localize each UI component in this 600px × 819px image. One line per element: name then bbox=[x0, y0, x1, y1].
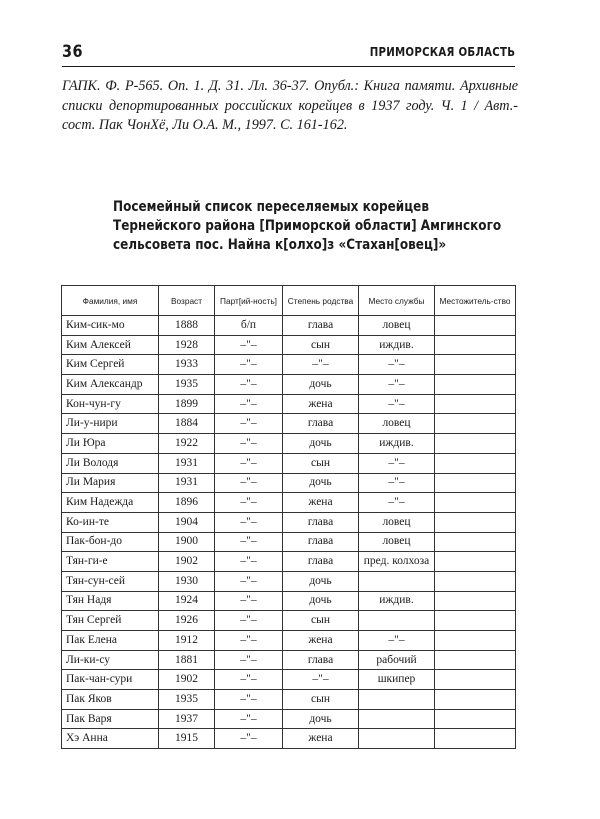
cell-workplace: –"– bbox=[359, 375, 435, 395]
cell-residence bbox=[435, 631, 516, 651]
cell-name: Пак Елена bbox=[62, 631, 159, 651]
cell-party: –"– bbox=[215, 532, 283, 552]
cell-birth-year: 1924 bbox=[159, 591, 215, 611]
cell-name: Ким Александр bbox=[62, 375, 159, 395]
cell-name: Ко-ин-те bbox=[62, 512, 159, 532]
cell-name: Ли-ки-су bbox=[62, 650, 159, 670]
cell-name: Пак-чан-сури bbox=[62, 670, 159, 690]
cell-residence bbox=[435, 473, 516, 493]
cell-relation: сын bbox=[283, 690, 359, 710]
table-row bbox=[62, 571, 516, 591]
cell-relation: глава bbox=[283, 414, 359, 434]
cell-residence bbox=[435, 571, 516, 591]
cell-relation: дочь bbox=[283, 571, 359, 591]
cell-workplace: иждив. bbox=[359, 335, 435, 355]
cell-residence bbox=[435, 512, 516, 532]
cell-workplace: –"– bbox=[359, 355, 435, 375]
cell-name: Ким Алексей bbox=[62, 335, 159, 355]
cell-residence bbox=[435, 729, 516, 749]
cell-workplace bbox=[359, 729, 435, 749]
cell-birth-year: 1881 bbox=[159, 650, 215, 670]
table-row bbox=[62, 473, 516, 493]
cell-residence bbox=[435, 690, 516, 710]
table-row bbox=[62, 316, 516, 336]
table-row bbox=[62, 709, 516, 729]
cell-residence bbox=[435, 493, 516, 513]
table-row bbox=[62, 512, 516, 532]
cell-birth-year: 1888 bbox=[159, 316, 215, 336]
cell-name: Хэ Анна bbox=[62, 729, 159, 749]
cell-birth-year: 1884 bbox=[159, 414, 215, 434]
cell-name: Ким Сергей bbox=[62, 355, 159, 375]
cell-relation: дочь bbox=[283, 473, 359, 493]
table-body bbox=[62, 316, 516, 749]
cell-relation: глава bbox=[283, 316, 359, 336]
cell-relation: глава bbox=[283, 532, 359, 552]
cell-residence bbox=[435, 335, 516, 355]
cell-residence bbox=[435, 552, 516, 572]
cell-name: Ким Надежда bbox=[62, 493, 159, 513]
cell-birth-year: 1933 bbox=[159, 355, 215, 375]
cell-name: Ким-сик-мо bbox=[62, 316, 159, 336]
cell-residence bbox=[435, 355, 516, 375]
cell-workplace: –"– bbox=[359, 493, 435, 513]
cell-workplace: –"– bbox=[359, 453, 435, 473]
cell-residence bbox=[435, 591, 516, 611]
cell-relation: дочь bbox=[283, 434, 359, 454]
cell-relation: глава bbox=[283, 512, 359, 532]
cell-relation: жена bbox=[283, 631, 359, 651]
table-row bbox=[62, 394, 516, 414]
cell-birth-year: 1899 bbox=[159, 394, 215, 414]
cell-workplace bbox=[359, 611, 435, 631]
cell-birth-year: 1937 bbox=[159, 709, 215, 729]
cell-relation: дочь bbox=[283, 591, 359, 611]
cell-workplace: иждив. bbox=[359, 591, 435, 611]
table-header-row bbox=[62, 286, 516, 316]
table-row bbox=[62, 650, 516, 670]
cell-party: –"– bbox=[215, 512, 283, 532]
cell-relation: глава bbox=[283, 552, 359, 572]
cell-relation: жена bbox=[283, 493, 359, 513]
cell-name: Ли Володя bbox=[62, 453, 159, 473]
cell-party: –"– bbox=[215, 335, 283, 355]
cell-residence bbox=[435, 709, 516, 729]
column-header-party: Парт[ий-ность] bbox=[215, 286, 283, 316]
cell-birth-year: 1930 bbox=[159, 571, 215, 591]
cell-residence bbox=[435, 414, 516, 434]
cell-birth-year: 1931 bbox=[159, 453, 215, 473]
cell-birth-year: 1928 bbox=[159, 335, 215, 355]
cell-relation: дочь bbox=[283, 709, 359, 729]
column-header-name: Фамилия, имя bbox=[62, 286, 159, 316]
cell-name: Ли Юра bbox=[62, 434, 159, 454]
page-number: 36 bbox=[62, 42, 83, 62]
table-row bbox=[62, 375, 516, 395]
cell-name: Ли Мария bbox=[62, 473, 159, 493]
cell-party: –"– bbox=[215, 709, 283, 729]
cell-workplace bbox=[359, 690, 435, 710]
cell-birth-year: 1922 bbox=[159, 434, 215, 454]
cell-residence bbox=[435, 670, 516, 690]
cell-party: –"– bbox=[215, 355, 283, 375]
cell-name: Ли-у-нири bbox=[62, 414, 159, 434]
cell-workplace: ловец bbox=[359, 414, 435, 434]
cell-party: –"– bbox=[215, 729, 283, 749]
cell-birth-year: 1904 bbox=[159, 512, 215, 532]
cell-name: Пак-бон-до bbox=[62, 532, 159, 552]
cell-name: Тян Надя bbox=[62, 591, 159, 611]
cell-relation: сын bbox=[283, 453, 359, 473]
cell-name: Тян-сун-сей bbox=[62, 571, 159, 591]
cell-name: Пак Варя bbox=[62, 709, 159, 729]
cell-name: Тян Сергей bbox=[62, 611, 159, 631]
table-row bbox=[62, 434, 516, 454]
table-row bbox=[62, 611, 516, 631]
cell-party: –"– bbox=[215, 690, 283, 710]
cell-birth-year: 1931 bbox=[159, 473, 215, 493]
cell-birth-year: 1902 bbox=[159, 670, 215, 690]
family-list-table bbox=[61, 285, 516, 749]
column-header-age: Возраст bbox=[159, 286, 215, 316]
cell-relation: сын bbox=[283, 335, 359, 355]
table-row bbox=[62, 453, 516, 473]
cell-name: Пак Яков bbox=[62, 690, 159, 710]
cell-relation: дочь bbox=[283, 375, 359, 395]
cell-relation: –"– bbox=[283, 670, 359, 690]
table-row bbox=[62, 631, 516, 651]
running-head bbox=[62, 40, 515, 67]
cell-name: Кон-чун-гу bbox=[62, 394, 159, 414]
cell-party: –"– bbox=[215, 453, 283, 473]
cell-residence bbox=[435, 316, 516, 336]
cell-residence bbox=[435, 532, 516, 552]
cell-residence bbox=[435, 650, 516, 670]
cell-relation: сын bbox=[283, 611, 359, 631]
cell-workplace bbox=[359, 571, 435, 591]
cell-birth-year: 1935 bbox=[159, 375, 215, 395]
cell-party: –"– bbox=[215, 473, 283, 493]
cell-residence bbox=[435, 611, 516, 631]
list-title: Посемейный список переселяемых корейцев Тернейского района [Приморской области] Амгинского сельсовета пос. Найна к[олхо]з «Стахан[овец]» bbox=[113, 199, 502, 253]
cell-workplace: ловец bbox=[359, 532, 435, 552]
cell-workplace: –"– bbox=[359, 394, 435, 414]
cell-relation: жена bbox=[283, 394, 359, 414]
cell-party: –"– bbox=[215, 434, 283, 454]
cell-birth-year: 1935 bbox=[159, 690, 215, 710]
table-row bbox=[62, 591, 516, 611]
archival-source-note: ГАПК. Ф. Р-565. Оп. 1. Д. 31. Лл. 36-37. Опубл.: Книга памяти. Архивные списки депортированных российских корейцев в 1937 году. Ч. 1 / Авт.-сост. Пак ЧонХё, Ли О.А. М., 1997. С. 161-162. bbox=[62, 78, 518, 133]
cell-relation: глава bbox=[283, 650, 359, 670]
cell-workplace: рабочий bbox=[359, 650, 435, 670]
cell-workplace: ловец bbox=[359, 512, 435, 532]
table-row bbox=[62, 335, 516, 355]
cell-workplace: иждив. bbox=[359, 434, 435, 454]
cell-party: –"– bbox=[215, 611, 283, 631]
column-header-relation: Степень родства bbox=[283, 286, 359, 316]
cell-residence bbox=[435, 375, 516, 395]
table-row bbox=[62, 414, 516, 434]
cell-party: –"– bbox=[215, 394, 283, 414]
cell-birth-year: 1912 bbox=[159, 631, 215, 651]
cell-birth-year: 1900 bbox=[159, 532, 215, 552]
column-header-workplace: Место службы bbox=[359, 286, 435, 316]
cell-residence bbox=[435, 434, 516, 454]
cell-party: –"– bbox=[215, 552, 283, 572]
cell-relation: жена bbox=[283, 729, 359, 749]
cell-birth-year: 1915 bbox=[159, 729, 215, 749]
cell-party: –"– bbox=[215, 571, 283, 591]
table-row bbox=[62, 493, 516, 513]
cell-workplace: пред. колхоза bbox=[359, 552, 435, 572]
cell-birth-year: 1896 bbox=[159, 493, 215, 513]
cell-residence bbox=[435, 453, 516, 473]
cell-party: –"– bbox=[215, 631, 283, 651]
cell-name: Тян-ги-е bbox=[62, 552, 159, 572]
table-row bbox=[62, 690, 516, 710]
cell-birth-year: 1902 bbox=[159, 552, 215, 572]
cell-relation: –"– bbox=[283, 355, 359, 375]
table-row bbox=[62, 552, 516, 572]
cell-party: б/п bbox=[215, 316, 283, 336]
cell-party: –"– bbox=[215, 650, 283, 670]
table-row bbox=[62, 355, 516, 375]
cell-party: –"– bbox=[215, 414, 283, 434]
cell-workplace: –"– bbox=[359, 473, 435, 493]
cell-party: –"– bbox=[215, 591, 283, 611]
table-row bbox=[62, 532, 516, 552]
table-row bbox=[62, 670, 516, 690]
cell-birth-year: 1926 bbox=[159, 611, 215, 631]
column-header-residence: Местожитель-ство bbox=[435, 286, 516, 316]
cell-party: –"– bbox=[215, 493, 283, 513]
section-title: ПРИМОРСКАЯ ОБЛАСТЬ bbox=[369, 45, 515, 59]
table-row bbox=[62, 729, 516, 749]
cell-workplace: ловец bbox=[359, 316, 435, 336]
cell-residence bbox=[435, 394, 516, 414]
cell-party: –"– bbox=[215, 375, 283, 395]
cell-party: –"– bbox=[215, 670, 283, 690]
cell-workplace bbox=[359, 709, 435, 729]
cell-workplace: шкипер bbox=[359, 670, 435, 690]
cell-workplace: –"– bbox=[359, 631, 435, 651]
